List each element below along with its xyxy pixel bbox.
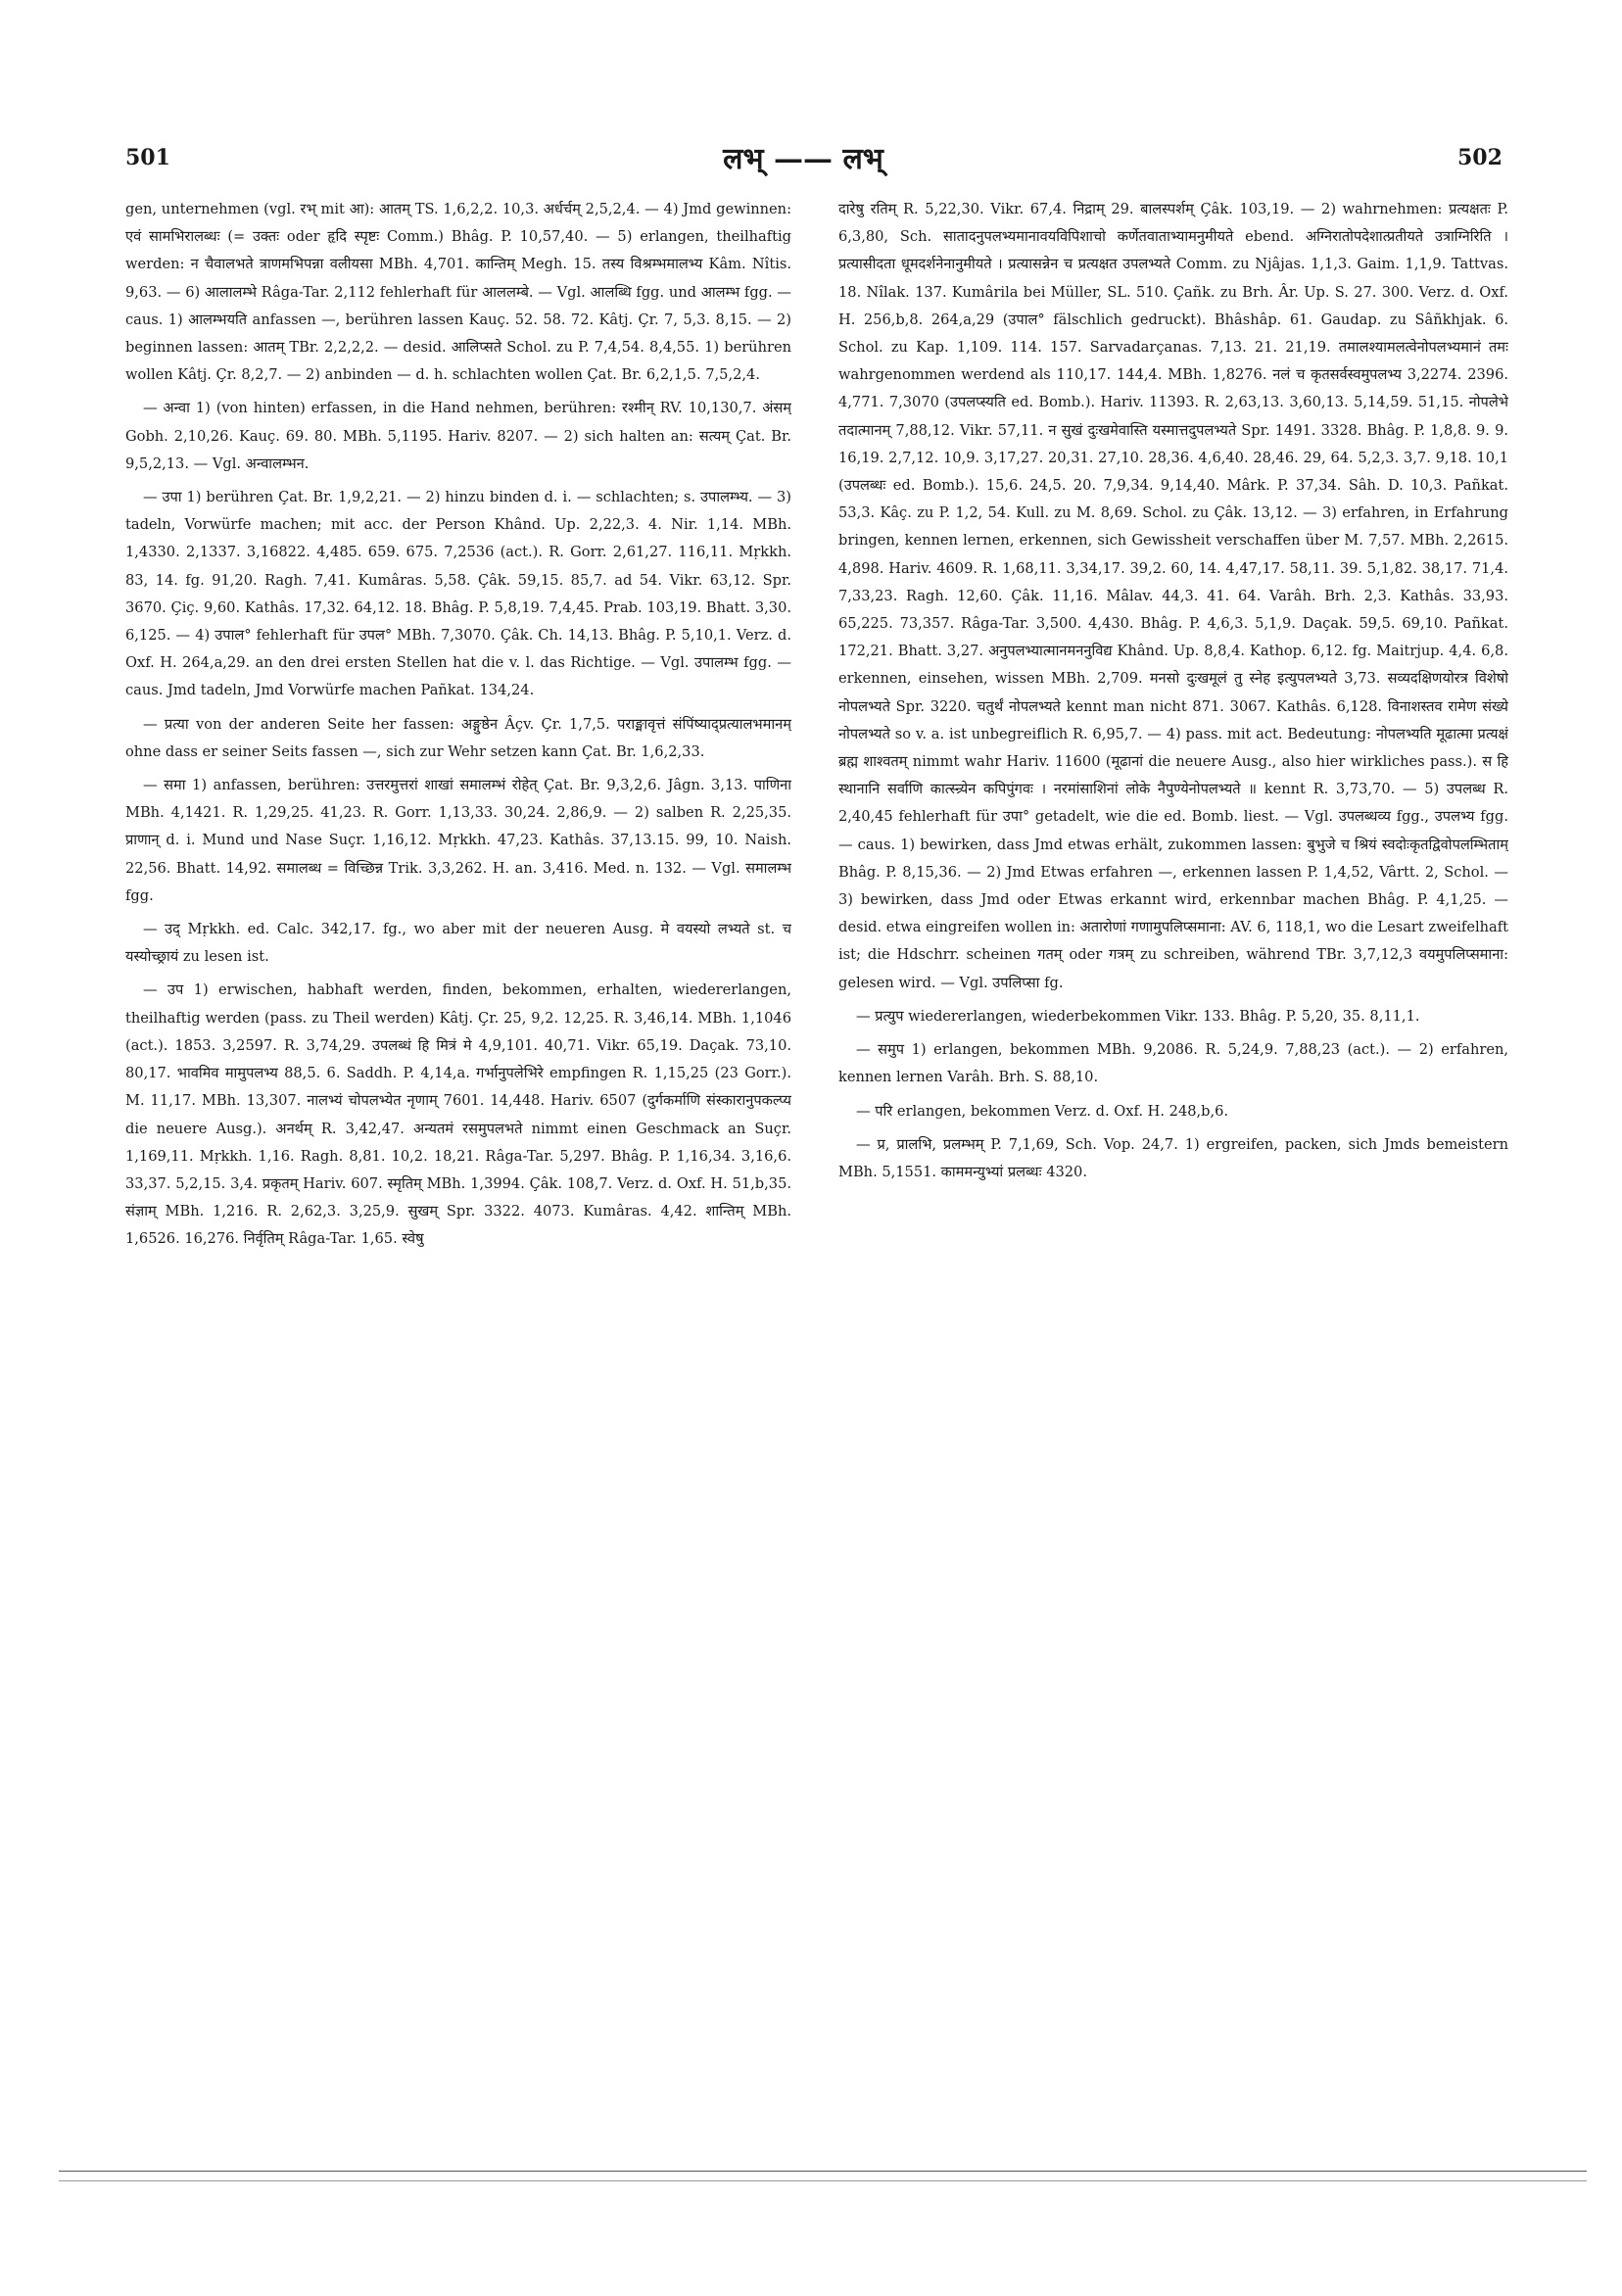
entry-paragraph: — प्रत्या von der anderen Seite her fassen: अङ्गुष्ठेन Âçv. Çr. 1,7,5. पराङ्मावृत्तं संपिंष्याद्प्रत्यालभमानम् ohne dass er seiner Seits fassen —, sich zur Wehr setzen kann Çat. Br. 1,6,2,33. [125, 715, 791, 760]
entry-paragraph: — प्र, प्रालभि, प्रलम्भम् P. 7,1,69, Sch. Vop. 24,7. 1) ergreifen, packen, sich Jmds bemeistern MBh. 5,1551. काममन्युभ्यां प्रलब्धः 4320. [838, 1135, 1508, 1180]
entry-paragraph: — उप 1) erwischen, habhaft werden, finden, bekommen, erhalten, wiedererlangen, theilhaftig werden (pass. zu Theil werden) Kâtj. Çr. 25, 9,2. 12,25. R. 3,46,14. MBh. 1,1046 (act.). 1853. 3,2597. R. 3,74,29. उपलब्धं हि मित्रं मे 4,9,101. 40,71. Vikr. 65,19. Daçak. 73,10. 80,17. भावमिव मामुपलभ्य 88,5. 6. Saddh. P. 4,14,a. गर्भानुपलेभिरे empfingen R. 1,15,25 (23 Gorr.). M. 11,17. MBh. 13,307. नालभ्यं चोपलभ्येत नृणाम् 7601. 14,448. Hariv. 6507 (दुर्गकर्माणि संस्कारानुपकल्प्य die neuere Ausg.). अनर्थम् R. 3,42,47. अन्यतमं रसमुपलभते nimmt einen Geschmack an Suçr. 1,169,11. Mṛkkh. 1,16. Ragh. 8,81. 10,2. 18,21. Râga-Tar. 5,297. Bhâg. P. 1,16,34. 3,16,6. 33,37. 5,2,15. 3,4. प्रकृतम् Hariv. 607. स्मृतिम् MBh. 1,3994. Çâk. 108,7. Verz. d. Oxf. H. 51,b,35. संज्ञाम् MBh. 1,216. R. 2,62,3. 3,25,9. सुखम् Spr. 3322. 4073. Kumâras. 4,42. शान्तिम् MBh. 1,6526. 16,276. निर्वृतिम् Râga-Tar. 1,65. स्वेषु [125, 981, 791, 1248]
entry-paragraph: — परि erlangen, bekommen Verz. d. Oxf. H. 248,b,6. [856, 1102, 1229, 1120]
entry-paragraph: — उपा 1) berühren Çat. Br. 1,9,2,21. — 2) hinzu binden d. i. — schlachten; s. उपालम्भ्य. — 3) tadeln, Vorwürfe machen; mit acc. der Person Khând. Up. 2,22,3. 4. Nir. 1,14. MBh. 1,4330. 2,1337. 3,16822. 4,485. 659. 675. 7,2536 (act.). R. Gorr. 2,61,27. 116,11. Mṛkkh. 83, 14. fg. 91,20. Ragh. 7,41. Kumâras. 5,58. Çâk. 59,15. 85,7. ad 54. Vikr. 63,12. Spr. 3670. Çiç. 9,60. Kathâs. 17,32. 64,12. 18. Bhâg. P. 5,8,19. 7,4,45. Prab. 103,19. Bhatt. 3,30. 6,125. — 4) उपाल° fehlerhaft für उपल° MBh. 7,3070. Çâk. Ch. 14,13. Bhâg. P. 5,10,1. Verz. d. Oxf. H. 264,a,29. an den drei ersten Stellen hat die v. l. das Richtige. — Vgl. उपालम्भ fgg. — caus. Jmd tadeln, Jmd Vorwürfe machen Pañkat. 134,24. [125, 489, 791, 699]
page-number-right: 502 [1457, 145, 1503, 170]
entry-paragraph: — अन्वा 1) (von hinten) erfassen, in die Hand nehmen, berühren: रश्मीन् RV. 10,130,7. अंसम् Gobh. 2,10,26. Kauç. 69. 80. MBh. 5,1195. Hariv. 8207. — 2) sich halten an: सत्यम् Çat. Br. 9,5,2,13. — Vgl. अन्वालम्भन. [125, 400, 791, 472]
bottom-rule-secondary [59, 2180, 1587, 2181]
entry-paragraph: — समा 1) anfassen, berühren: उत्तरमुत्तरां शाखां समालम्भं रोहेत् Çat. Br. 9,3,2,6. Jâgn. 3,13. पाणिना MBh. 4,1421. R. 1,29,25. 41,23. R. Gorr. 1,13,33. 30,24. 2,86,9. — 2) salben R. 2,25,35. प्राणान् d. i. Mund und Nase Suçr. 1,16,12. Mṛkkh. 47,23. Kathâs. 37,13.15. 99, 10. Naish. 22,56. Bhatt. 14,92. समालब्ध = विच्छिन्न Trik. 3,3,262. H. an. 3,416. Med. n. 132. — Vgl. समालम्भ fgg. [125, 777, 791, 904]
entry-paragraph: — समुप 1) erlangen, bekommen MBh. 9,2086. R. 5,24,9. 7,88,23 (act.). — 2) erfahren, kennen lernen Varâh. Brh. S. 88,10. [838, 1041, 1508, 1086]
page-number-left: 501 [125, 145, 170, 170]
running-head: लभ् —— लभ् [723, 142, 883, 176]
entry-paragraph: gen, unternehmen (vgl. रभ् mit आ): आतम् TS. 1,6,2,2. 10,3. अर्धर्चम् 2,5,2,4. — 4) Jmd gewinnen: एवं सामभिरालब्धः (= उक्तः oder हृदि स्पृष्टः Comm.) Bhâg. P. 10,57,40. — 5) erlangen, theilhaftig werden: न चैवालभते त्राणमभिपन्ना वलीयसा MBh. 4,701. कान्तिम् Megh. 15. तस्य विश्रम्भमालभ्य Kâm. Nîtis. 9,63. — 6) आलालम्भे Râga-Tar. 2,112 fehlerhaft für आललम्बे. — Vgl. आलब्धि fgg. und आलम्भ fgg. — caus. 1) आलम्भयति anfassen —, berühren lassen Kauç. 52. 58. 72. Kâtj. Çr. 7, 5,3. 8,15. — 2) beginnen lassen: आतम् TBr. 2,2,2,2. — desid. आलिप्सते Schol. zu P. 7,4,54. 8,4,55. 1) berühren wollen Kâtj. Çr. 8,2,7. — 2) anbinden — d. h. schlachten wollen Çat. Br. 6,2,1,5. 7,5,2,4. [125, 201, 791, 384]
bottom-rule [59, 2171, 1587, 2172]
entry-paragraph: दारेषु रतिम् R. 5,22,30. Vikr. 67,4. निद्राम् 29. बालस्पर्शम् Çâk. 103,19. — 2) wahrnehmen: प्रत्यक्षतः P. 6,3,80, Sch. सातादनुपलभ्यमानावयविपिशाचो कर्णेतवाताभ्यामनुमीयते ebend. अग्निरातोपदेशात्प्रतीयते उत्राग्निरिति । प्रत्यासीदता धूमदर्शनेनानुमीयते । प्रत्यासन्नेन च प्रत्यक्षत उपलभ्यते Comm. zu Njâjas. 1,1,3. Gaim. 1,1,9. Tattvas. 18. Nîlak. 137. Kumârila bei Müller, SL. 510. Çañk. zu Brh. Âr. Up. S. 27. 300. Verz. d. Oxf. H. 256,b,8. 264,a,29 (उपाल° fälschlich gedruckt). Bhâshâp. 61. Gaudap. zu Sâñkhjak. 6. Schol. zu Kap. 1,109. 114. 157. Sarvadarçanas. 7,13. 21. 21,19. तमालश्यामलत्वेनोपलभ्यमानं तमः wahrgenommen werdend als 110,17. 144,4. MBh. 1,8276. नलं च कृतसर्वस्वमुपलभ्य 3,2274. 2396. 4,771. 7,3070 (उपलप्स्यति ed. Bomb.). Hariv. 11393. R. 2,63,13. 3,60,13. 5,14,59. 51,15. नोपलेभे तदात्मानम् 7,88,12. Vikr. 57,11. न सुखं दुःखमेवास्ति यस्मात्तदुपलभ्यते Spr. 1491. 3328. Bhâg. P. 1,8,8. 9. 9. 16,19. 2,7,12. 10,9. 3,17,27. 20,31. 27,10. 28,36. 4,6,40. 28,46. 29, 64. 5,2,3. 3,7. 9,18. 10,1 (उपलब्धः ed. Bomb.). 15,6. 24,5. 20. 7,9,34. 9,14,40. Mârk. P. 37,34. Sâh. D. 10,3. Pañkat. 53,3. Kâç. zu P. 1,2, 54. Kull. zu M. 8,69. Schol. zu Çâk. 13,12. — 3) erfahren, in Erfahrung bringen, kennen lernen, erkennen, sich Gewissheit verschaffen über M. 7,57. MBh. 2,2615. 4,898. Hariv. 4609. R. 1,68,11. 3,34,17. 39,2. 60, 14. 4,47,17. 58,11. 39. 5,1,82. 38,17. 71,4. 7,33,23. Ragh. 12,60. Çâk. 11,16. Mâlav. 44,3. 41. 64. Varâh. Brh. 2,3. Kathâs. 33,93. 65,225. 73,357. Râga-Tar. 3,500. 4,430. Bhâg. P. 4,6,3. 5,1,9. Daçak. 59,5. 69,10. Pañkat. 172,21. Bhatt. 3,27. अनुपलभ्यात्मानमननुविद्य Khând. Up. 8,8,4. Kathop. 6,12. fg. Maitrjup. 4,4. 6,8. erkennen, einsehen, wissen MBh. 2,709. मनसो दुःखमूलं तु स्नेह इत्युपलभ्यते 3,73. सव्यदक्षिणयोरत्र विशेषो नोपलभ्यते Spr. 3220. चतुर्थं नोपलभ्यते kennt man nicht 871. 3067. Kathâs. 6,128. विनाशस्तव रामेण संख्ये नोपलभ्यते so v. a. ist unbegreiflich R. 6,95,7. — 4) pass. mit act. Bedeutung: नोपलभ्यति मूढात्मा प्रत्यक्षं ब्रह्म शाश्वतम् nimmt wahr Hariv. 11600 (मूढानां die neuere Ausg., also hier wirkliches pass.). स हि स्थानानि सर्वाणि कात्स्न्र्येन कपिपुंगवः । नरमांसाशिनां लोके नैपुण्येनोपलभ्यते ॥ kennt R. 3,73,70. — 5) उपलब्ध R. 2,40,45 fehlerhaft für उपा° getadelt, wie die ed. Bomb. liest. — Vgl. उपलब्धव्य fgg., उपलभ्य fgg. — caus. 1) bewirken, dass Jmd etwas erhält, zukommen lassen: बुभुजे च श्रियं स्वदोःकृतद्विवोपलम्भिताम् Bhâg. P. 8,15,36. — 2) Jmd Etwas erfahren —, erkennen lassen P. 1,4,52, Vârtt. 2, Schol. — 3) bewirken, dass Jmd oder Etwas erkannt wird, erkennbar machen Bhâg. P. 4,1,25. — desid. etwa eingreifen wollen in: अतारोणां गणामुपलिप्समाना: AV. 6, 118,1, wo die Lesart zweifelhaft ist; die Hdschrr. scheinen गतम् oder गत्रम् zu schreiben, während TBr. 3,7,12,3 वयमुपलिप्समाना: gelesen wird. — Vgl. उपलिप्सा fg. [838, 201, 1508, 991]
entry-paragraph: — उद् Mṛkkh. ed. Calc. 342,17. fg., wo aber mit der neueren Ausg. मे वयस्यो लभ्यते st. च यस्योच्छ्रायं zu lesen ist. [125, 921, 791, 966]
entry-paragraph: — प्रत्युप wiedererlangen, wiederbekommen Vikr. 133. Bhâg. P. 5,20, 35. 8,11,1. [856, 1007, 1420, 1025]
left-column [125, 196, 791, 2077]
right-column [838, 196, 1508, 2077]
